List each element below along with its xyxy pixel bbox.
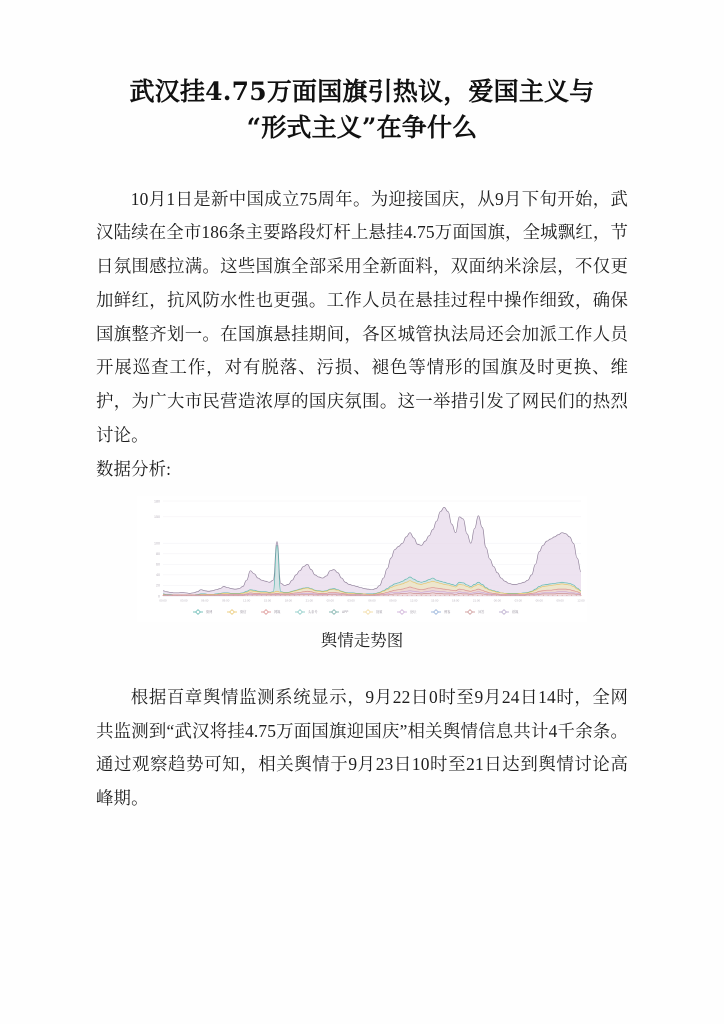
- chart-baseline-marker: [444, 595, 445, 596]
- chart-xtick-label: 06:00: [535, 598, 543, 603]
- chart-baseline-marker: [482, 595, 483, 596]
- chart-baseline-marker: [195, 595, 196, 596]
- chart-xtick-label: 03:00: [347, 598, 355, 603]
- chart-baseline-marker: [411, 595, 412, 596]
- chart-baseline-marker: [270, 595, 271, 596]
- chart-baseline-marker: [200, 595, 201, 596]
- chart-baseline-marker: [407, 595, 408, 596]
- body-paragraph-1: 10月1日是新中国成立75周年。为迎接国庆，从9月下旬开始，武汉陆续在全市186条主要路段灯杆上悬挂4.75万面国旗，全城飘红，节日氛围感拉满。这些国旗全部采用全新面料，双面纳米涂层，不仅更加鲜红，抗风防水性也更强。工作人员在悬挂过程中操作细致，确保国旗整齐划一。在国旗悬挂期间，各区城管执法局还会加派工作人员开展巡查工作，对有脱落、污损、褪色等情形的国旗及时更换、维护，为广大市民营造浓厚的国庆氛围。这一举措引发了网民们的热烈讨论。: [96, 188, 628, 445]
- chart-baseline-marker: [552, 595, 553, 596]
- page-title-line-2: “形式主义”在争什么: [246, 113, 478, 143]
- chart-legend-label: 论坛: [410, 610, 417, 615]
- chart-baseline-marker: [177, 595, 178, 596]
- chart-baseline-marker: [524, 595, 525, 596]
- chart-baseline-marker: [458, 595, 459, 596]
- chart-xaxis-ticks: [159, 599, 585, 603]
- chart-baseline-marker: [167, 595, 168, 596]
- chart-baseline-marker: [538, 595, 539, 596]
- chart-xtick-label: 12:00: [410, 598, 418, 603]
- chart-ytick-label: 100: [154, 541, 160, 546]
- chart-baseline-marker: [299, 595, 300, 596]
- chart-baseline-marker: [383, 595, 384, 596]
- chart-legend-label: 博客: [444, 610, 451, 615]
- chart-ytick-label: 150: [154, 515, 160, 520]
- chart-baseline-marker: [242, 595, 243, 596]
- chart-baseline-marker: [228, 595, 229, 596]
- chart-baseline-marker: [548, 595, 549, 596]
- chart-baseline-marker: [205, 595, 206, 596]
- chart-baseline-marker: [346, 595, 347, 596]
- chart-baseline-marker: [313, 595, 314, 596]
- chart-baseline-marker: [435, 595, 436, 596]
- chart-legend-label: 问答: [478, 610, 485, 615]
- chart-xtick-label: 03:00: [514, 598, 522, 603]
- chart-baseline-marker: [557, 595, 558, 596]
- chart-baseline-marker: [252, 595, 253, 596]
- chart-baseline-marker: [529, 595, 530, 596]
- chart-baseline-marker: [519, 595, 520, 596]
- chart-baseline-marker: [468, 595, 469, 596]
- chart-baseline-marker: [233, 595, 234, 596]
- chart-baseline-marker: [505, 595, 506, 596]
- chart-baseline-marker: [289, 595, 290, 596]
- page-title-line-1: 武汉挂4.75万面国旗引热议，爱国主义与: [129, 77, 595, 106]
- chart-xtick-label: 00:00: [159, 598, 167, 603]
- chart-baseline-marker: [266, 595, 267, 596]
- chart-legend-label: 纸媒: [512, 610, 519, 615]
- chart-baseline-marker: [369, 595, 370, 596]
- chart-xtick-label: 21:00: [305, 598, 313, 603]
- chart-ytick-label: 180: [154, 499, 160, 504]
- chart-legend-label: 头条号: [308, 610, 318, 615]
- chart-xtick-label: 09:00: [222, 598, 230, 603]
- section-label-data-analysis: 数据分析:: [96, 458, 172, 479]
- chart-baseline-marker: [374, 595, 375, 596]
- chart-baseline-marker: [350, 595, 351, 596]
- chart-baseline-marker: [332, 595, 333, 596]
- chart-baseline-marker: [402, 595, 403, 596]
- page-title: [96, 0, 628, 147]
- chart-ytick-label: 60: [156, 563, 160, 568]
- chart-baseline-marker: [172, 595, 173, 596]
- chart-baseline-marker: [501, 595, 502, 596]
- chart-baseline-marker: [191, 595, 192, 596]
- chart-baseline-marker: [566, 595, 567, 596]
- chart-baseline-marker: [219, 595, 220, 596]
- chart-xtick-label: 21:00: [472, 598, 481, 603]
- chart-baseline-marker: [440, 595, 441, 596]
- chart-legend-label: APP: [342, 610, 349, 615]
- chart-baseline-marker: [463, 595, 464, 596]
- chart-baseline-marker: [303, 595, 304, 596]
- chart-baseline-marker: [487, 595, 488, 596]
- chart-baseline-marker: [336, 595, 337, 596]
- chart-baseline-marker: [275, 595, 276, 596]
- chart-baseline-marker: [571, 595, 572, 596]
- chart-baseline-marker: [261, 595, 262, 596]
- chart-baseline-marker: [341, 595, 342, 596]
- chart-baseline-marker: [247, 595, 248, 596]
- chart-baseline-marker: [515, 595, 516, 596]
- chart-xtick-label: 09:00: [389, 598, 397, 603]
- chart-xtick-label: 18:00: [451, 598, 460, 603]
- chart-baseline-marker: [317, 595, 318, 596]
- chart-legend-label: 视频: [376, 610, 383, 615]
- chart-baseline-marker: [209, 595, 210, 596]
- chart-baseline-marker: [393, 595, 394, 596]
- chart-baseline-marker: [425, 595, 426, 596]
- chart-baseline-marker: [510, 595, 511, 596]
- chart-baseline-marker: [576, 595, 577, 596]
- chart-baseline-marker: [562, 595, 563, 596]
- chart-baseline-marker: [491, 595, 492, 596]
- chart-xtick-label: 03:00: [180, 598, 188, 603]
- chart-baseline-marker: [308, 595, 309, 596]
- chart-baseline-marker: [421, 595, 422, 596]
- chart-baseline-marker: [294, 595, 295, 596]
- chart-baseline-marker: [360, 595, 361, 596]
- chart-xtick-label: 06:00: [201, 598, 209, 603]
- body-paragraph-2: 根据百章舆情监测系统显示，9月22日0时至9月24日14时，全网共监测到“武汉将挂4.75万面国旗迎国庆”相关舆情信息共计4千余条。通过观察趋势可知，相关舆情于9月23日10时至21日达到舆情讨论高峰期。: [96, 686, 628, 809]
- chart-baseline-marker: [496, 595, 497, 596]
- chart-baseline-marker: [378, 595, 379, 596]
- chart-canvas: [137, 496, 587, 622]
- chart-baseline-marker: [224, 595, 225, 596]
- chart-xtick-label: 12:00: [242, 598, 251, 603]
- chart-baseline-marker: [256, 595, 257, 596]
- chart-baseline-marker: [355, 595, 356, 596]
- chart-baseline-marker: [472, 595, 473, 596]
- chart-baseline-marker: [477, 595, 478, 596]
- chart-baseline-marker: [416, 595, 417, 596]
- chart-legend-label: 微博: [206, 610, 213, 615]
- chart-baseline-marker: [580, 595, 581, 596]
- chart-baseline-marker: [397, 595, 398, 596]
- figure-trend-chart: [96, 496, 628, 654]
- chart-baseline-marker: [238, 595, 239, 596]
- chart-baseline-marker: [388, 595, 389, 596]
- figure-caption: 舆情走势图: [320, 631, 404, 651]
- chart-baseline-marker: [214, 595, 215, 596]
- chart-legend-label: 微信: [240, 610, 247, 615]
- chart-baseline-marker: [430, 595, 431, 596]
- chart-baseline-marker: [186, 595, 187, 596]
- chart-baseline-marker: [449, 595, 450, 596]
- chart-xtick-label: 15:00: [431, 598, 439, 603]
- chart-ytick-label: 20: [156, 584, 160, 589]
- chart-xtick-label: 00:00: [326, 598, 334, 603]
- chart-baseline-marker: [327, 595, 328, 596]
- chart-baseline-marker: [280, 595, 281, 596]
- chart-baseline-marker: [543, 595, 544, 596]
- chart-baseline-marker: [181, 595, 182, 596]
- chart-xtick-label: 00:00: [493, 598, 502, 603]
- chart-baseline-marker: [533, 595, 534, 596]
- chart-xtick-label: 12:00: [577, 598, 585, 603]
- chart-xtick-label: 18:00: [284, 598, 293, 603]
- chart-baseline-marker: [454, 595, 455, 596]
- chart-baseline-marker: [285, 595, 286, 596]
- sentiment-trend-chart: [137, 496, 587, 622]
- chart-baseline-marker: [364, 595, 365, 596]
- chart-baseline-marker: [162, 595, 163, 596]
- chart-ytick-label: 40: [156, 573, 160, 578]
- chart-legend-label: 网媒: [274, 610, 281, 615]
- chart-ytick-label: 80: [156, 552, 160, 557]
- chart-xtick-label: 06:00: [368, 598, 376, 603]
- chart-xtick-label: 09:00: [556, 598, 564, 603]
- chart-xtick-label: 15:00: [263, 598, 272, 603]
- chart-ytick-label: 0: [158, 594, 160, 599]
- chart-baseline-marker: [322, 595, 323, 596]
